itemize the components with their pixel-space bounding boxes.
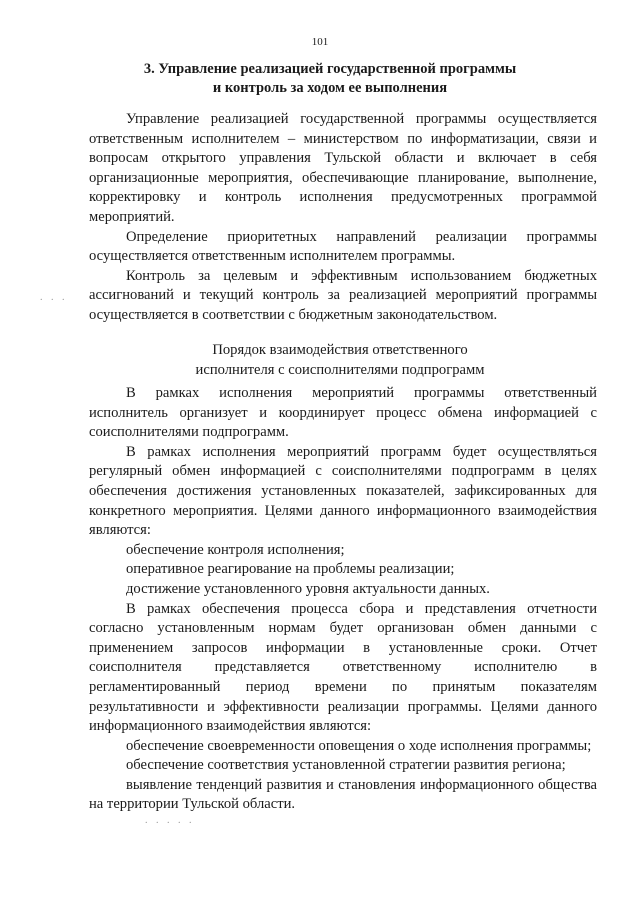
list-item: выявление тенденций развития и становления информационного общества на территории Тульской области. [89,776,597,813]
section-title-line-1: 3. Управление реализацией государственной программы [143,61,517,77]
list-item: оперативное реагирование на проблемы реализации; [126,561,455,578]
list-item: обеспечение своевременности оповещения о ходе исполнения программы; [126,737,592,754]
scan-artifact: . . . . . [145,815,195,826]
paragraph: Контроль за целевым и эффективным использованием бюджетных ассигнований и текущий контроль за реализацией мероприятий программы осуществляется в соответствии с бюджетным законодательством. [89,267,597,323]
list-item: достижение установленного уровня актуальности данных. [126,580,490,597]
subsection-title-line-1: Порядок взаимодействия ответственного [212,342,468,358]
paragraph: Управление реализацией государственной программы осуществляется ответственным исполнителем – министерством по информатизации, связи и вопросам открытого управления Тульской области и включает в себя организационные мероприятия, обеспечивающие планирование, выполнение, корректировку и контроль исполнения предусмотренных программой мероприятий. [89,111,597,225]
paragraph: В рамках исполнения мероприятий программ будет осуществляться регулярный обмен информацией с соисполнителями подпрограмм в целях обеспечения достижения установленных показателей, зафиксированных для конкретного мероприятия. Целями данного информационного взаимодействия являются: [89,443,597,539]
page-number: 101 [311,36,329,48]
paragraph: В рамках обеспечения процесса сбора и представления отчетности согласно установленным нормам будет организован обмен данными с применением запросов информации в установленные сроки. Отчет соисполнителя представляется ответственному исполнителю в регламентированный период времени по принятым показателям результативности и эффективности реализации программы. Целями данного информационного взаимодействия являются: [89,600,597,735]
scan-artifact: . . . [40,292,68,303]
section-title [70,60,590,98]
paragraph: В рамках исполнения мероприятий программы ответственный исполнитель организует и координирует процесс обмена информацией с соисполнителями подпрограмм. [89,385,597,441]
subsection-title-line-2: исполнителя с соисполнителями подпрограмм [195,361,485,378]
paragraph: Определение приоритетных направлений реализации программы осуществляется ответственным исполнителем программы. [89,228,597,265]
section-title-line-2: и контроль за ходом ее выполнения [212,80,448,96]
list-item: обеспечение соответствия установленной стратегии развития региона; [126,757,566,774]
subsection-title [80,341,600,380]
list-item: обеспечение контроля исполнения; [126,541,345,558]
section-2-body [89,384,597,815]
section-1-body [89,110,597,326]
